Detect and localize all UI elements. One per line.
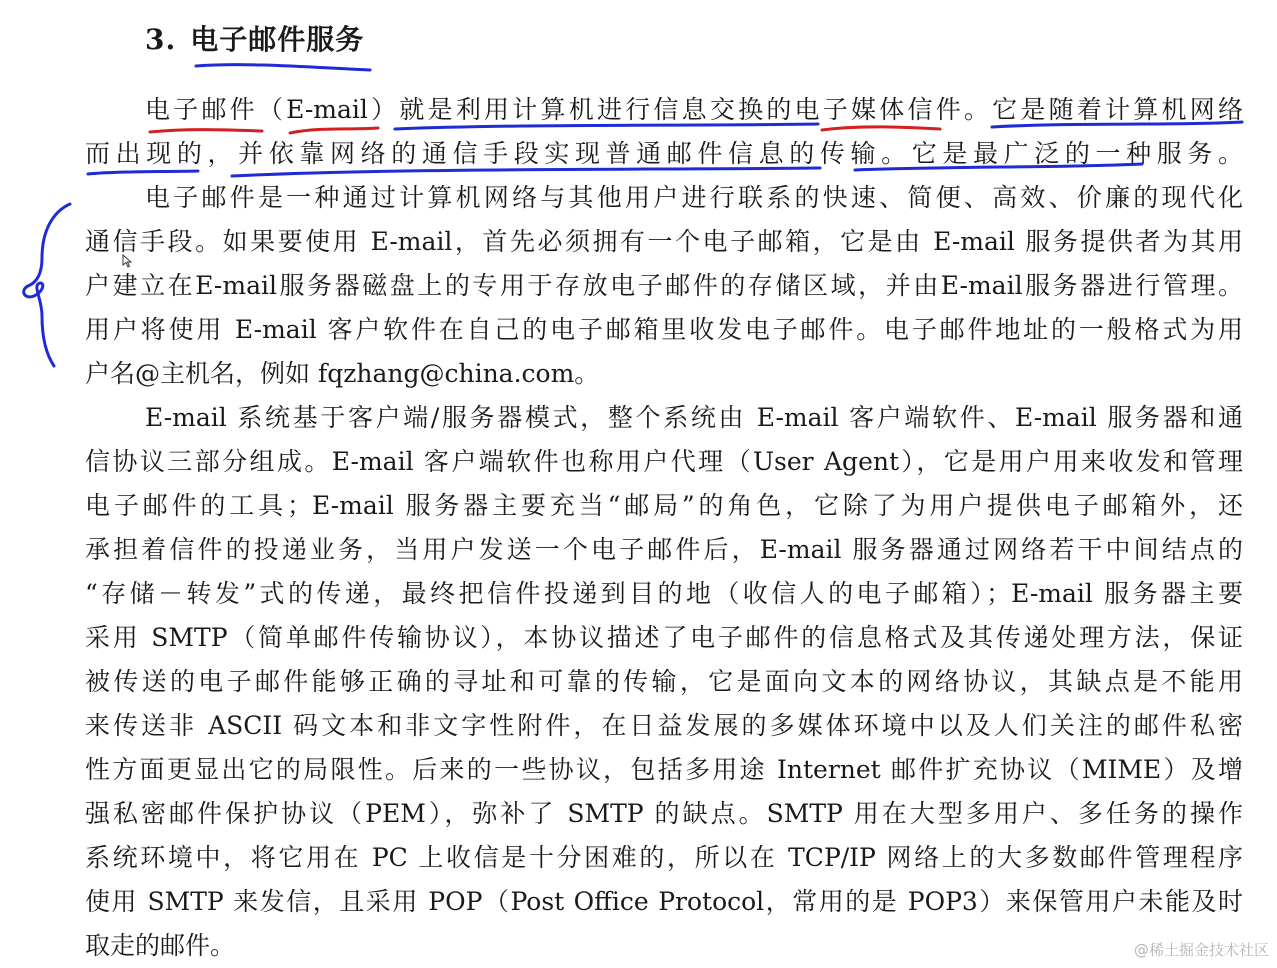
text-line: 电子邮件是一种通过计算机网络与其他用户进行联系的快速、简便、高效、价廉的现代化 bbox=[145, 183, 1243, 212]
section-number: 3. bbox=[145, 23, 177, 56]
section-title-text: 电子邮件服务 bbox=[190, 23, 365, 56]
section-heading bbox=[145, 18, 364, 58]
text-line: 来传送非 ASCII 码文本和非文字性附件，在日益发展的多媒体环境中以及人们关注的邮件私密 bbox=[85, 711, 1243, 740]
text-line: 而出现的，并依靠网络的通信手段实现普通邮件信息的传输。它是最广泛的一种服务。 bbox=[85, 139, 1243, 168]
text-line: 户名@主机名，例如 fqzhang@china.com。 bbox=[85, 359, 600, 388]
heading-underline-mark bbox=[196, 65, 370, 70]
text-line: 采用 SMTP（简单邮件传输协议），本协议描述了电子邮件的信息格式及其传递处理方法，保证 bbox=[85, 623, 1243, 652]
text-line: “存储－转发”式的传递，最终把信件投递到目的地（收信人的电子邮箱）；E-mail 服务器主要 bbox=[85, 579, 1243, 608]
text-line: 承担着信件的投递业务，当用户发送一个电子邮件后，E-mail 服务器通过网络若干中间结点的 bbox=[85, 535, 1243, 564]
text-line: E-mail 系统基于客户端/服务器模式，整个系统由 E-mail 客户端软件、E-mail 服务器和通 bbox=[145, 403, 1243, 432]
text-line: 取走的邮件。 bbox=[85, 931, 236, 960]
text-line: 电子邮件的工具；E-mail 服务器主要充当“邮局”的角色，它除了为用户提供电子邮箱外，还 bbox=[85, 491, 1243, 520]
text-line: 通信手段。如果要使用 E-mail，首先必须拥有一个电子邮箱，它是由 E-mail 服务提供者为其用 bbox=[85, 227, 1243, 256]
text-line: 使用 SMTP 来发信，且采用 POP（Post Office Protocol，常用的是 POP3）来保管用户未能及时 bbox=[85, 887, 1243, 916]
text-line: 户建立在E-mail服务器磁盘上的专用于存放电子邮件的存储区域，并由E-mail服务器进行管理。 bbox=[85, 271, 1243, 300]
text-line: 电子邮件（E-mail）就是利用计算机进行信息交换的电子媒体信件。它是随着计算机网络 bbox=[145, 95, 1243, 124]
text-line: 用户将使用 E-mail 客户软件在自己的电子邮箱里收发电子邮件。电子邮件地址的一般格式为用 bbox=[85, 315, 1243, 344]
text-line: 被传送的电子邮件能够正确的寻址和可靠的传输，它是面向文本的网络协议，其缺点是不能用 bbox=[85, 667, 1243, 696]
mouse-pointer-icon bbox=[122, 254, 132, 268]
text-line: 信协议三部分组成。E-mail 客户端软件也称用户代理（User Agent），它是用户用来收发和管理 bbox=[85, 447, 1243, 476]
text-line: 强私密邮件保护协议（PEM），弥补了 SMTP 的缺点。SMTP 用在大型多用户、多任务的操作 bbox=[85, 799, 1243, 828]
text-line: 性方面更显出它的局限性。后来的一些协议，包括多用途 Internet 邮件扩充协议（MIME）及增 bbox=[85, 755, 1243, 784]
text-line: 系统环境中，将它用在 PC 上收信是十分困难的，所以在 TCP/IP 网络上的大多数邮件管理程序 bbox=[85, 843, 1243, 872]
watermark: @稀土掘金技术社区 bbox=[1133, 941, 1269, 959]
margin-brace-mark bbox=[24, 204, 70, 366]
